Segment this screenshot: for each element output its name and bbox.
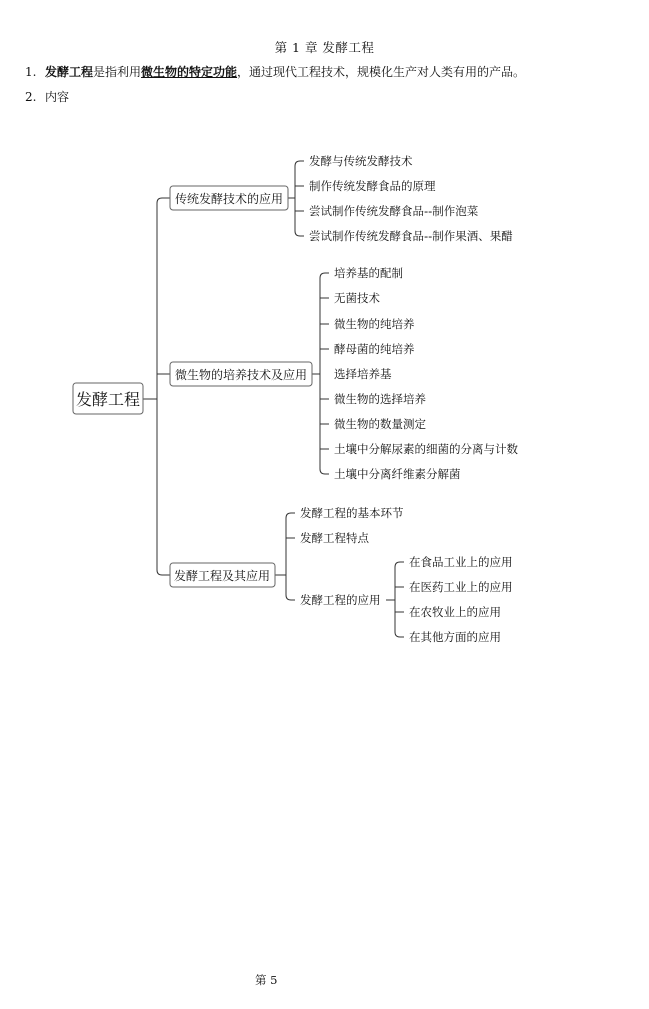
definition-text-2: ，通过现代工程技术，规模化生产对人类有用的产品。 xyxy=(237,65,526,79)
leaf-node-label: 尝试制作传统发酵食品--制作果酒、果醋 xyxy=(309,229,513,243)
leaf-node-label: 在食品工业上的应用 xyxy=(409,555,513,569)
leaf-node-label: 在医药工业上的应用 xyxy=(409,580,513,594)
definition-key-phrase: 微生物的特定功能 xyxy=(141,65,238,79)
page-title: 第 1 章 发酵工程 xyxy=(274,40,375,55)
leaf-node-label: 无菌技术 xyxy=(334,291,380,305)
leaf-node-label: 土壤中分离纤维素分解菌 xyxy=(334,467,461,481)
page-footer: 第 5 xyxy=(255,973,278,987)
root-node-label: 发酵工程 xyxy=(75,390,141,409)
branch-node-label: 传统发酵技术的应用 xyxy=(174,192,284,206)
list-number: 1. xyxy=(25,65,37,79)
leaf-node-label: 在农牧业上的应用 xyxy=(409,605,501,619)
sub-branch-node-label: 发酵工程的应用 xyxy=(300,593,381,607)
content-heading-text: 内容 xyxy=(45,90,70,104)
leaf-node-label: 发酵工程特点 xyxy=(300,531,369,545)
leaf-node-label: 在其他方面的应用 xyxy=(409,630,501,644)
branch-node-label: 发酵工程及其应用 xyxy=(173,569,271,583)
leaf-node-label: 微生物的数量测定 xyxy=(334,417,426,431)
leaf-node-label: 制作传统发酵食品的原理 xyxy=(309,179,436,193)
leaf-node-label: 土壤中分解尿素的细菌的分离与计数 xyxy=(334,442,518,456)
leaf-node-label: 微生物的纯培养 xyxy=(334,317,415,331)
leaf-node-label: 发酵工程的基本环节 xyxy=(300,506,404,520)
leaf-node-label: 尝试制作传统发酵食品--制作泡菜 xyxy=(309,204,479,218)
leaf-node-label: 微生物的选择培养 xyxy=(334,392,426,406)
definition-text-1: 是指利用 xyxy=(93,65,142,79)
branch-node-label: 微生物的培养技术及应用 xyxy=(174,368,308,382)
leaf-node-label: 发酵与传统发酵技术 xyxy=(309,154,413,168)
definition-term: 发酵工程 xyxy=(45,65,94,79)
leaf-node-label: 酵母菌的纯培养 xyxy=(334,342,415,356)
list-number: 2. xyxy=(25,90,37,104)
leaf-node-label: 培养基的配制 xyxy=(334,266,403,280)
leaf-node-label: 选择培养基 xyxy=(334,367,392,381)
